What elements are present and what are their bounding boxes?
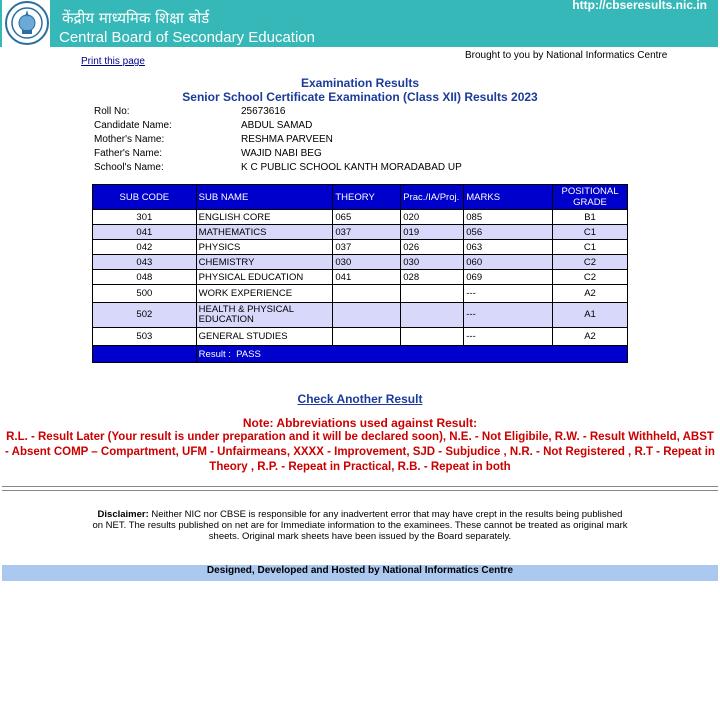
grade-cell: C1: [553, 240, 628, 255]
table-row: [93, 303, 628, 328]
sub-name-cell: PHYSICS: [196, 240, 333, 255]
cbse-logo: [2, 0, 50, 47]
candidate-name-label: Candidate Name:: [94, 120, 172, 131]
exam-title: Examination Results: [300, 76, 420, 90]
sub-code-cell: 043: [93, 255, 197, 270]
table-row: [93, 240, 628, 255]
theory-cell: 065: [333, 210, 401, 225]
practical-cell: 030: [401, 255, 464, 270]
check-another-result-link[interactable]: Check Another Result: [297, 392, 423, 406]
marks-cell: 085: [464, 210, 553, 225]
theory-cell: 037: [333, 225, 401, 240]
result-spacer-cell: [93, 346, 197, 363]
theory-cell: [333, 285, 401, 303]
sub-code-cell: 500: [93, 285, 197, 303]
sub-name-cell: WORK EXPERIENCE: [196, 285, 333, 303]
sub-name-cell: PHYSICAL EDUCATION: [196, 270, 333, 285]
candidate-name-row: [94, 119, 594, 133]
theory-cell: 041: [333, 270, 401, 285]
col-header-marks: MARKS: [464, 185, 553, 210]
table-row: [93, 328, 628, 346]
sub-code-cell: 503: [93, 328, 197, 346]
col-header-theory: THEORY: [333, 185, 401, 210]
roll-no-label: Roll No:: [94, 106, 130, 117]
note-title: Note: Abbreviations used against Result:: [242, 416, 478, 430]
father-name-value: WAJID NABI BEG: [241, 148, 322, 159]
grade-cell: C1: [553, 225, 628, 240]
hindi-title: केंद्रीय माध्यमिक शिक्षा बोर्ड: [62, 9, 210, 27]
sub-name-cell: ENGLISH CORE: [196, 210, 333, 225]
practical-cell: [401, 328, 464, 346]
candidate-info: [94, 105, 594, 175]
col-header-sub-name: SUB NAME: [196, 185, 333, 210]
school-name-row: [94, 161, 594, 175]
sub-code-cell: 048: [93, 270, 197, 285]
sub-code-cell: 502: [93, 303, 197, 328]
footer: Designed, Developed and Hosted by National Informatics Centre: [2, 565, 718, 581]
disclaimer-label: Disclaimer:: [97, 509, 149, 520]
disclaimer: [92, 509, 628, 542]
practical-cell: 026: [401, 240, 464, 255]
col-header-sub-code: SUB CODE: [93, 185, 197, 210]
practical-cell: 019: [401, 225, 464, 240]
marks-cell: 069: [464, 270, 553, 285]
marks-cell: ---: [464, 303, 553, 328]
mother-name-label: Mother's Name:: [94, 134, 165, 145]
practical-cell: 020: [401, 210, 464, 225]
sub-name-cell: GENERAL STUDIES: [196, 328, 333, 346]
candidate-name-value: ABDUL SAMAD: [241, 120, 313, 131]
roll-no-row: [94, 105, 594, 119]
table-row: [93, 225, 628, 240]
table-row: [93, 255, 628, 270]
board-title: Central Board of Secondary Education: [59, 29, 315, 46]
exam-subtitle: Senior School Certificate Examination (Class XII) Results 2023: [182, 90, 538, 104]
father-name-label: Father's Name:: [94, 148, 163, 159]
mother-name-row: [94, 133, 594, 147]
school-name-value: K C PUBLIC SCHOOL KANTH MORADABAD UP: [241, 162, 462, 173]
sub-name-cell: CHEMISTRY: [196, 255, 333, 270]
divider: [2, 490, 718, 491]
roll-no-value: 25673616: [241, 106, 286, 117]
marks-cell: ---: [464, 285, 553, 303]
marks-cell: 063: [464, 240, 553, 255]
marks-table: [92, 184, 628, 363]
print-page-link[interactable]: Print this page: [81, 56, 145, 67]
grade-cell: C2: [553, 255, 628, 270]
grade-cell: C2: [553, 270, 628, 285]
result-label: Result :: [198, 348, 231, 360]
sub-name-cell: HEALTH & PHYSICAL EDUCATION: [196, 303, 333, 328]
col-header-practical: Prac./IA/Proj.: [401, 185, 464, 210]
grade-cell: A1: [553, 303, 628, 328]
site-url: http://cbseresults.nic.in: [572, 0, 707, 12]
practical-cell: 028: [401, 270, 464, 285]
table-header-row: [93, 185, 628, 210]
sub-name-cell: MATHEMATICS: [196, 225, 333, 240]
school-name-label: School's Name:: [94, 162, 164, 173]
sub-code-cell: 042: [93, 240, 197, 255]
col-header-grade: POSITIONAL GRADE: [553, 185, 628, 210]
note-text: R.L. - Result Later (Your result is under preparation and it will be declared soon), N.E. - Not Eligibile, R.W. - Result Withheld, ABST - Absent COMP – Compartment, UFM - Unfairmeans, XXXX - Improvement, SJD - Subjudice , N.R. - Not Registered , R.T - Repeat in Theory , R.P. - Repeat in Practical, R.B. - Repeat in both: [5, 431, 715, 473]
theory-cell: [333, 303, 401, 328]
result-row: [93, 346, 628, 363]
grade-cell: A2: [553, 328, 628, 346]
theory-cell: 037: [333, 240, 401, 255]
table-row: [93, 210, 628, 225]
marks-cell: 060: [464, 255, 553, 270]
disclaimer-text: Neither NIC nor CBSE is responsible for any inadvertent error that may have crept in the results being published on NET. The results published on net are for Immediate information to the examinees. These cannot be treated as original mark sheets. Original mark sheets have been issued by the Board separately.: [92, 509, 628, 542]
theory-cell: [333, 328, 401, 346]
practical-cell: [401, 303, 464, 328]
sub-code-cell: 041: [93, 225, 197, 240]
result-value: PASS: [236, 348, 261, 360]
table-row: [93, 285, 628, 303]
mother-name-value: RESHMA PARVEEN: [241, 134, 333, 145]
sub-code-cell: 301: [93, 210, 197, 225]
theory-cell: 030: [333, 255, 401, 270]
site-header: [0, 0, 718, 47]
grade-cell: A2: [553, 285, 628, 303]
father-name-row: [94, 147, 594, 161]
table-row: [93, 270, 628, 285]
divider: [2, 486, 718, 487]
result-cell: [196, 346, 627, 363]
brought-by-text: Brought to you by National Informatics Centre: [465, 50, 668, 61]
marks-cell: 056: [464, 225, 553, 240]
marks-cell: ---: [464, 328, 553, 346]
grade-cell: B1: [553, 210, 628, 225]
practical-cell: [401, 285, 464, 303]
